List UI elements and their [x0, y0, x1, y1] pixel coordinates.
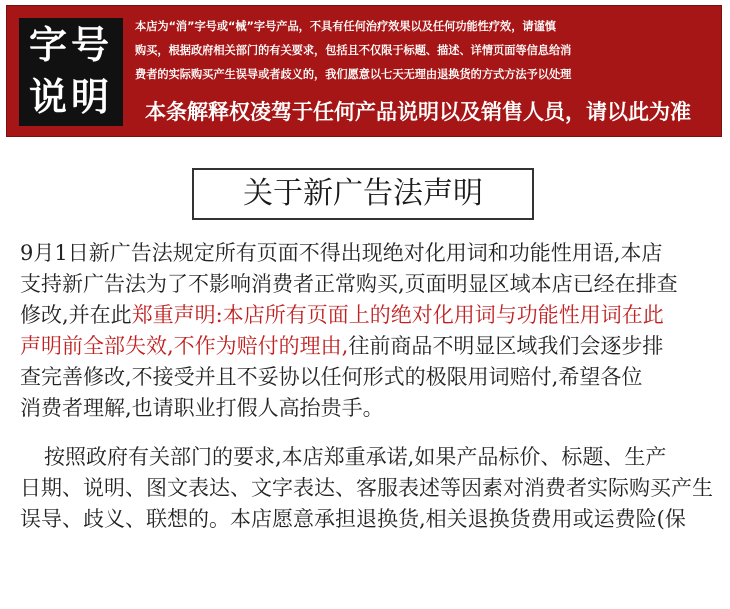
notice-line: 购买，根据政府相关部门的有关要求，包括且不仅限于标题、描述、详情页面等信息给消	[135, 44, 572, 57]
highlight-text: 声明前全部失效,不作为赔付的理由,	[20, 334, 349, 358]
text-line: 9月1日新广告法规定所有页面不得出现绝对化用词和功能性用语,本店	[20, 241, 663, 265]
text-line: 误导、歧义、联想的。本店愿意承担退换货,相关退换货费用或运费险(保	[20, 507, 686, 531]
notice-banner	[6, 5, 722, 137]
text-plain: 修改,并在此	[20, 303, 132, 327]
notice-final-note: 本条解释权凌驾于任何产品说明以及销售人员，请以此为准	[145, 100, 691, 124]
highlight-text: 郑重声明:本店所有页面上的绝对化用词与功能性用词在此	[131, 303, 664, 327]
paragraph-1	[20, 238, 720, 424]
logo-badge	[19, 18, 123, 126]
logo-line-2: 说明	[28, 75, 113, 119]
notice-text	[135, 15, 717, 87]
page-title: 关于新广告法声明	[192, 168, 534, 220]
text-line: 日期、说明、图文表达、文字表达、客服表述等因素对消费者实际购买产生	[20, 476, 713, 500]
text-line	[20, 300, 720, 331]
logo-line-1: 字号	[28, 23, 113, 67]
statement-body	[20, 238, 720, 535]
text-line	[20, 331, 720, 362]
text-line: 支持新广告法为了不影响消费者正常购买,页面明显区域本店已经在排查	[20, 272, 678, 296]
text-line: 消费者理解,也请职业打假人高抬贵手。	[20, 396, 384, 420]
notice-line: 费者的实际购买产生误导或者歧义的，我们愿意以七天无理由退换货的方式方法予以处理	[135, 68, 572, 81]
notice-line: 本店为“消”字号或“械”字号产品，不具有任何治疗效果以及任何功能性疗效，请谨慎	[135, 20, 556, 33]
text-line: 按照政府有关部门的要求,本店郑重承诺,如果产品标价、标题、生产	[44, 445, 667, 469]
paragraph-2	[20, 442, 720, 535]
text-line: 查完善修改,不接受并且不妥协以任何形式的极限用词赔付,希望各位	[20, 365, 643, 389]
text-plain: 往前商品不明显区域我们会逐步排	[348, 334, 664, 358]
